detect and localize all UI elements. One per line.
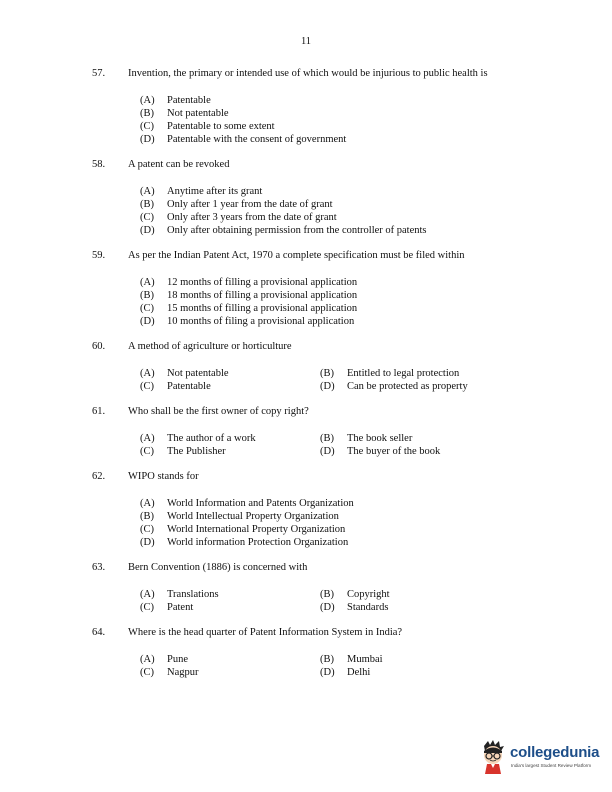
- option-b: (B) World Intellectual Property Organization: [140, 511, 339, 522]
- option-d: (D) Delhi: [320, 667, 371, 678]
- options-grid: [140, 588, 540, 614]
- option-a: (A) World Information and Patents Organization: [140, 498, 354, 509]
- option-a: (A) Patentable: [140, 95, 211, 106]
- option-a: (A) Pune: [140, 654, 188, 665]
- question-text: As per the Indian Patent Act, 1970 a complete specification must be filed within: [128, 250, 465, 261]
- question-number: 63.: [92, 562, 106, 573]
- option-d: (D) The buyer of the book: [320, 446, 441, 457]
- option-a: (A) 12 months of filling a provisional application: [140, 277, 358, 288]
- collegedunia-logo: [478, 738, 608, 778]
- options-grid: [140, 653, 540, 679]
- option-b: (B) The book seller: [320, 433, 413, 444]
- page-number: 11: [300, 36, 312, 47]
- option-d: (D) Can be protected as property: [320, 381, 468, 392]
- options-grid: [140, 432, 540, 458]
- logo-tagline: India's largest Student Review Platform: [511, 763, 592, 768]
- options-grid: [140, 367, 540, 393]
- option-d: (D) Patentable with the consent of government: [140, 134, 347, 145]
- options-list: [140, 497, 354, 549]
- question-number: 64.: [92, 627, 106, 638]
- question-number: 60.: [92, 341, 106, 352]
- option-a: (A) Translations: [140, 589, 219, 600]
- question-number: 59.: [92, 250, 106, 261]
- option-c: (C) Patentable: [140, 381, 211, 392]
- mascot-icon: [478, 738, 508, 778]
- question-number: 61.: [92, 406, 106, 417]
- option-c: (C) Patentable to some extent: [140, 121, 275, 132]
- question-text: Who shall be the first owner of copy right?: [128, 406, 309, 417]
- options-list: [140, 276, 357, 328]
- option-a: (A) The author of a work: [140, 433, 256, 444]
- option-b: (B) Entitled to legal protection: [320, 368, 460, 379]
- question-text: A patent can be revoked: [128, 159, 230, 170]
- question-text: Where is the head quarter of Patent Information System in India?: [128, 627, 403, 638]
- option-d: (D) World information Protection Organization: [140, 537, 349, 548]
- question-text: WIPO stands for: [128, 471, 199, 482]
- option-c: (C) The Publisher: [140, 446, 226, 457]
- option-b: (B) Mumbai: [320, 654, 383, 665]
- question-number: 62.: [92, 471, 106, 482]
- question-number: 58.: [92, 159, 106, 170]
- question-number: 57.: [92, 68, 106, 79]
- option-c: (C) Only after 3 years from the date of grant: [140, 212, 337, 223]
- option-c: (C) 15 months of filling a provisional application: [140, 303, 358, 314]
- option-d: (D) Only after obtaining permission from the controller of patents: [140, 225, 427, 236]
- option-c: (C) World International Property Organization: [140, 524, 346, 535]
- option-b: (B) Copyright: [320, 589, 390, 600]
- option-b: (B) Not patentable: [140, 108, 229, 119]
- logo-wordmark: collegedunia: [510, 744, 600, 761]
- option-c: (C) Patent: [140, 602, 194, 613]
- option-b: (B) Only after 1 year from the date of grant: [140, 199, 333, 210]
- question-text: Bern Convention (1886) is concerned with: [128, 562, 308, 573]
- option-a: (A) Anytime after its grant: [140, 186, 263, 197]
- question-text: Invention, the primary or intended use of which would be injurious to public health is: [128, 68, 488, 79]
- option-d: (D) Standards: [320, 602, 389, 613]
- options-list: [140, 185, 427, 237]
- question-text: A method of agriculture or horticulture: [128, 341, 292, 352]
- option-c: (C) Nagpur: [140, 667, 199, 678]
- option-d: (D) 10 months of filing a provisional application: [140, 316, 355, 327]
- option-b: (B) 18 months of filling a provisional application: [140, 290, 358, 301]
- option-a: (A) Not patentable: [140, 368, 229, 379]
- options-list: [140, 94, 346, 146]
